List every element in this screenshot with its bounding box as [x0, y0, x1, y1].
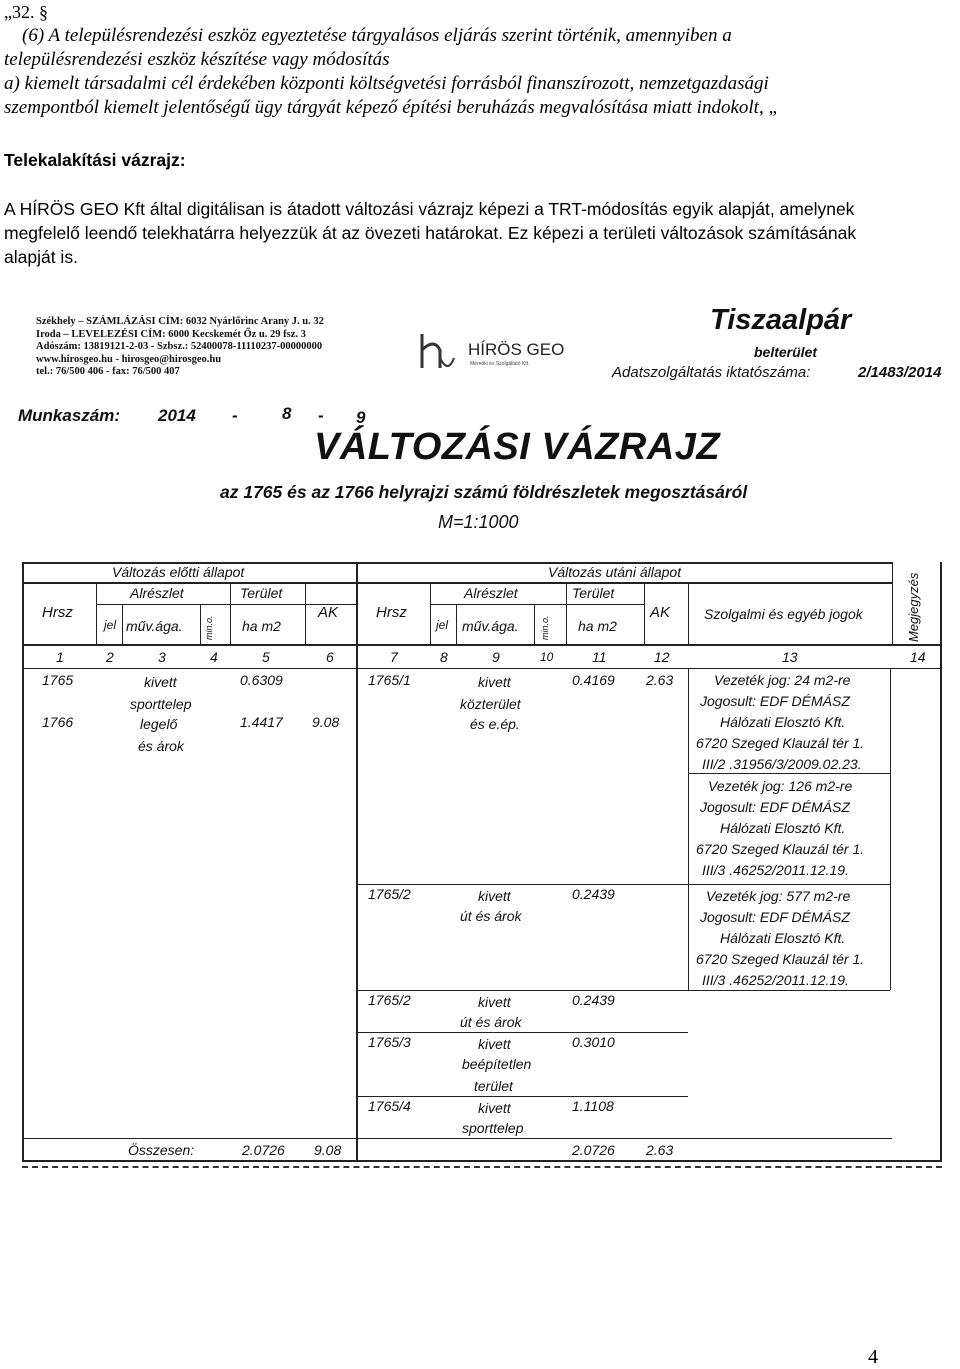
alreszlet-header: Alrészlet [130, 585, 184, 601]
area-cell: 0.2439 [572, 886, 615, 902]
section-number: „32. § [4, 2, 48, 22]
work-separator: - [232, 406, 238, 425]
col-number: 2 [106, 649, 114, 665]
hrsz-cell: 1765/3 [368, 1034, 411, 1050]
col-number: 14 [910, 649, 926, 665]
rights-line: 6720 Szeged Klauzál tér 1. [696, 735, 865, 751]
section-heading: Telekalakítási vázrajz: [4, 150, 186, 170]
rights-line: 6720 Szeged Klauzál tér 1. [696, 951, 865, 967]
rights-line: Jogosult: EDF DÉMÁSZ [700, 799, 850, 815]
cultivation-cell: kivett [478, 994, 511, 1010]
logo-subtext: Mérnöki és Szolgáltató Kft. [470, 361, 530, 367]
work-number-label: Munkaszám: [18, 406, 121, 425]
col-number: 10 [540, 650, 554, 664]
sketch-subtitle: az 1765 és az 1766 helyrajzi számú földrészletek megosztásáról [220, 482, 748, 502]
col-number: 11 [592, 649, 607, 665]
total-label: Összesen: [128, 1142, 195, 1158]
cultivation-cell: kivett [144, 674, 177, 690]
cultivation-cell: kivett [478, 888, 511, 904]
hrsz-header: Hrsz [376, 604, 407, 621]
hrsz-cell: 1765/2 [368, 886, 411, 902]
cultivation-cell: sporttelep [462, 1120, 524, 1136]
paragraph-line: (6) A településrendezési eszköz egyeztetése tárgyalásos eljárás szerint történik, amennyiben a [22, 25, 732, 46]
area-cell: 1.1108 [572, 1098, 614, 1114]
rights-line: Hálózati Elosztó Kft. [720, 714, 846, 730]
muvaga-header: műv.ága. [126, 618, 183, 634]
col-number: 13 [782, 649, 798, 665]
cultivation-cell: út és árok [460, 1014, 522, 1030]
hrsz-cell: 1765/2 [368, 992, 411, 1008]
cultivation-cell: terület [474, 1078, 513, 1094]
area-header: ha m2 [578, 618, 617, 634]
company-line: tel.: 76/500 406 - fax: 76/500 407 [36, 366, 180, 377]
col-number: 12 [654, 649, 670, 665]
paragraph-line: A HÍRÖS GEO Kft által digitálisan is átadott változási vázrajz képezi a TRT-módosítás egyik alapját, amelynek [4, 199, 855, 219]
col-number: 6 [326, 649, 334, 665]
cultivation-cell: és árok [138, 738, 184, 754]
rights-line: III/3 .46252/2011.12.19. [702, 972, 849, 988]
cultivation-cell: és e.ép. [470, 716, 520, 732]
rights-line: Vezeték jog: 577 m2-re [706, 888, 851, 904]
company-line: www.hirosgeo.hu - hirosgeo@hirosgeo.hu [36, 353, 222, 365]
cultivation-cell: beépítetlen [462, 1056, 532, 1072]
cultivation-cell: kivett [478, 674, 511, 690]
page-number: 4 [868, 1346, 878, 1368]
area-cell: 0.4169 [572, 672, 615, 688]
paragraph-line: alapját is. [4, 247, 78, 267]
cultivation-cell: legelő [140, 716, 178, 732]
rights-line: Jogosult: EDF DÉMÁSZ [700, 909, 850, 925]
paragraph-line: a) kiemelt társadalmi cél érdekében központi költségvetési forrásból finanszírozott, nemzetgazdasági [4, 73, 769, 94]
total-area: 2.0726 [572, 1142, 615, 1158]
group-after-header: Változás utáni állapot [548, 564, 682, 580]
rights-line: 6720 Szeged Klauzál tér 1. [696, 841, 865, 857]
hrsz-cell: 1765 [42, 672, 74, 688]
company-line: Székhely – SZÁMLÁZÁSI CÍM: 6032 Nyárlőrinc Arany J. u. 32 [36, 316, 324, 327]
minoseg-header: min.o. [204, 615, 214, 640]
rights-line: III/2 .31956/3/2009.02.23. [702, 756, 862, 772]
logo-text: HÍRÖS GEO [468, 340, 565, 359]
work-separator: - [318, 406, 324, 425]
total-ak: 2.63 [646, 1142, 674, 1158]
area-cell: 1.4417 [240, 714, 283, 730]
col-number: 9 [492, 649, 500, 665]
hrsz-header: Hrsz [42, 604, 73, 621]
paragraph-line: szempontból kiemelt jelentőségű ügy tárgyát képező építési beruházás megvalósítása miatt indokolt, „ [4, 97, 780, 118]
change-table [0, 300, 960, 1180]
town-name: Tiszaalpár [710, 304, 852, 336]
col-number: 7 [390, 649, 398, 665]
rights-line: Hálózati Elosztó Kft. [720, 930, 846, 946]
minoseg-header: min.o. [540, 615, 550, 640]
col-number: 4 [210, 649, 218, 665]
hrsz-cell: 1766 [42, 714, 74, 730]
cultivation-cell: sporttelep [130, 696, 192, 712]
company-line: Adószám: 13819121-2-03 - Szbsz.: 52400078-11110237-00000000 [36, 341, 323, 352]
col-number: 1 [56, 649, 64, 665]
area-cell: 0.2439 [572, 992, 615, 1008]
rights-line: Jogosult: EDF DÉMÁSZ [700, 693, 850, 709]
work-number: 8 [282, 404, 292, 423]
ak-header: AK [650, 604, 671, 621]
rights-line: Vezeték jog: 24 m2-re [714, 672, 851, 688]
group-before-header: Változás előtti állapot [112, 564, 245, 580]
cultivation-cell: út és árok [460, 908, 522, 924]
cultivation-cell: kivett [478, 1100, 511, 1116]
rights-line: III/3 .46252/2011.12.19. [702, 862, 849, 878]
col-number: 8 [440, 649, 448, 665]
total-area: 2.0726 [242, 1142, 285, 1158]
rights-line: Vezeték jog: 126 m2-re [708, 778, 853, 794]
company-line: Iroda – LEVELEZÉSI CÍM: 6000 Kecskemét Őz u. 29 fsz. 3 [36, 328, 306, 340]
area-header: ha m2 [242, 618, 281, 634]
scale: M=1:1000 [438, 512, 519, 532]
jel-header: jel [436, 618, 449, 632]
area-cell: 0.3010 [572, 1034, 615, 1050]
hrsz-cell: 1765/1 [368, 672, 411, 688]
work-number: 9 [356, 408, 366, 427]
col-number: 3 [158, 649, 166, 665]
ak-cell: 2.63 [646, 672, 674, 688]
terulet-header: Terület [572, 585, 615, 601]
area-cell: 0.6309 [240, 672, 283, 688]
remarks-header: Megjegyzés [906, 572, 921, 642]
hrsz-cell: 1765/4 [368, 1098, 411, 1114]
col-number: 5 [262, 649, 270, 665]
registry-label: Adatszolgáltatás iktatószáma: [612, 364, 811, 381]
sketch-title: VÁLTOZÁSI VÁZRAJZ [314, 426, 721, 468]
work-year: 2014 [158, 406, 196, 425]
scanned-sketch [0, 300, 960, 1180]
ak-cell: 9.08 [312, 714, 340, 730]
area-type: belterület [754, 344, 818, 360]
cultivation-cell: kivett [478, 1036, 511, 1052]
alreszlet-header: Alrészlet [464, 585, 518, 601]
jel-header: jel [104, 618, 117, 632]
rights-line: Hálózati Elosztó Kft. [720, 820, 846, 836]
ak-header: AK [318, 604, 339, 621]
paragraph-line: településrendezési eszköz készítése vagy módosítás [4, 49, 390, 70]
registry-value: 2/1483/2014 [858, 364, 942, 381]
total-ak: 9.08 [314, 1142, 342, 1158]
paragraph-line: megfelelő leendő telekhatárra helyezzük át az övezeti határokat. Ez képezi a területi változások számításának [4, 223, 857, 243]
rights-header: Szolgalmi és egyéb jogok [704, 606, 863, 622]
terulet-header: Terület [240, 585, 283, 601]
muvaga-header: műv.ága. [462, 618, 519, 634]
cultivation-cell: közterület [460, 696, 521, 712]
